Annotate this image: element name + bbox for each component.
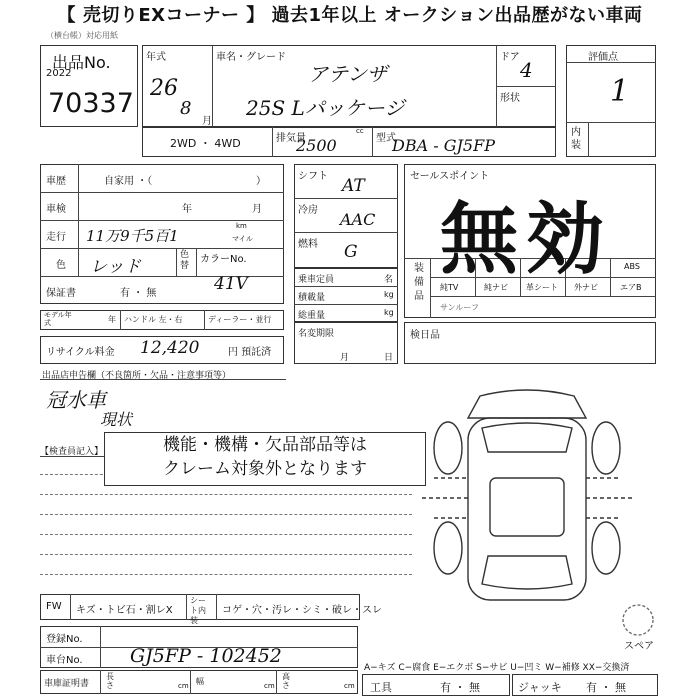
year-label: 年式 [146, 52, 166, 63]
car-name: アテンザ [308, 62, 387, 86]
jack-label: ジャッキ [518, 681, 562, 694]
arrival-label: 検日品 [410, 330, 440, 341]
inspection-label: 車検 [46, 204, 66, 215]
engine-value: 2500 [296, 136, 337, 155]
car-damage-diagram [420, 388, 634, 608]
cert-cm-2: cm [264, 682, 275, 690]
tools-label: 工具 [370, 681, 392, 694]
model-year-label: モデル年式 [44, 311, 72, 327]
cert-cm-3: cm [344, 682, 355, 690]
history-value: 自家用 ・（ [104, 176, 153, 187]
equipment-label: 装備品 [414, 263, 424, 302]
mileage-km: km [236, 222, 247, 230]
claim-notice-line-1: 機能・機構・欠品部品等は [163, 435, 367, 455]
engine-label: 排気量 [276, 133, 306, 144]
chassis-label: 車台No. [46, 655, 83, 666]
ac-value: AAC [340, 210, 376, 229]
model-year-unit: 年 [108, 315, 116, 324]
remarks-line-2: 現状 [100, 410, 133, 429]
ac-label: 冷房 [298, 205, 318, 216]
color-value: レッド [90, 257, 141, 277]
cert-length: 長さ [106, 672, 114, 690]
inspection-year-unit: 年 [182, 204, 192, 215]
drive-text: 2WD ・ 4WD [170, 137, 241, 150]
cert-width: 幅 [196, 677, 204, 686]
handle-text: ハンドル 左・右 [124, 315, 183, 324]
model-label: 型式 [376, 133, 396, 144]
jack-value: 有 ・ 無 [586, 681, 626, 694]
model-value: DBA - GJ5FP [392, 136, 495, 155]
history-label: 車歴 [46, 176, 66, 187]
header-title: 【 売切りEXコーナー 】 過去1年以上 オークション出品歴がない車両 [57, 5, 643, 26]
equipment-item-1: 純TV [440, 283, 459, 292]
interior-label: 内装 [571, 127, 581, 151]
weight-label: 総重量 [298, 311, 326, 321]
score-value: 1 [610, 74, 630, 109]
tools-value: 有 ・ 無 [440, 681, 480, 694]
spare-tire-icon [620, 602, 656, 638]
legend-seat-text: コゲ・穴・汚レ・シミ・破レ・スレ [222, 605, 382, 616]
arrival-box [404, 322, 656, 364]
invalid-stamp [408, 182, 644, 298]
mileage-label: 走行 [46, 232, 66, 243]
shift-value: AT [342, 176, 365, 196]
equipment-abs: ABS [624, 262, 640, 271]
legend-fw: FW [46, 601, 62, 612]
year-era-value: 26 [150, 76, 178, 101]
warranty-label: 保証書 [46, 288, 76, 299]
load-label: 積載量 [298, 293, 326, 303]
shift-label: シフト [298, 171, 328, 182]
car-grade: 25S Lパッケージ [246, 96, 405, 120]
cert-cm-1: cm [178, 682, 189, 690]
lot-year-tag: 2022 [46, 68, 72, 79]
legend-seat: シート内装 [190, 596, 206, 625]
shape-label: 形状 [500, 93, 520, 104]
capacity-unit: 名 [384, 275, 394, 285]
recycle-value: 12,420 [140, 338, 200, 358]
recycle-unit: 円 預託済 [228, 347, 272, 358]
mileage-mile: マイル [232, 235, 253, 243]
equipment-item-4: 外ナビ [574, 283, 598, 292]
color-label: 色 [56, 260, 66, 271]
equipment-item-3: 革シート [526, 283, 558, 292]
color-code-value: 41V [214, 274, 248, 294]
chassis-value: GJ5FP - 102452 [130, 645, 282, 667]
history-close: ） [256, 176, 266, 187]
cert-height: 高さ [282, 672, 290, 690]
color-code-label: カラーNo. [200, 254, 247, 265]
remarks-label: 出品店申告欄（不良箇所・欠品・注意事項等） [42, 371, 232, 381]
recycle-label: リサイクル料金 [46, 347, 115, 358]
warranty-value: 有 ・ 無 [120, 288, 157, 299]
equipment-item-2: 純ナビ [484, 283, 508, 292]
spare-label: スペア [624, 641, 654, 652]
change-day-unit: 日 [384, 353, 394, 363]
sales-point-label: セールスポイント [410, 171, 490, 182]
dealer-text: ディーラー・並行 [208, 315, 272, 324]
car-label: 車名・グレード [216, 52, 286, 63]
equipment-extra: サンルーフ [440, 303, 479, 312]
cert-label: 車庫証明書 [44, 679, 90, 689]
capacity-label: 乗車定員 [298, 275, 335, 285]
claim-notice-line-2: クレーム対象外となります [163, 459, 367, 479]
color-change-label: 色替 [180, 250, 190, 271]
inspector-label: 【検査員記入】 [40, 447, 104, 457]
score-label: 評価点 [588, 52, 618, 63]
registration-label: 登録No. [46, 634, 83, 645]
doors-value: 4 [520, 58, 533, 82]
doors-label: ドア [500, 52, 520, 63]
year-month-unit: 月 [202, 116, 212, 127]
inspection-month-unit: 月 [252, 204, 262, 215]
damage-codes: A−キズ C−腐食 E−エクボ S−サビ U−凹ミ W−補修 XX−交換済 [364, 663, 630, 673]
load-unit: kg [384, 290, 394, 299]
equipment-item-5: エアB [620, 283, 642, 292]
weight-unit: kg [384, 308, 394, 317]
claim-notice [104, 432, 426, 486]
legend-fw-text: キズ・トビ石・割レX [76, 605, 173, 616]
top-note: （横台帳）対応用紙 [46, 31, 118, 40]
year-month-value: 8 [180, 98, 192, 119]
fuel-label: 燃料 [298, 239, 318, 250]
lot-number: 70337 [48, 88, 134, 119]
change-label: 名変期限 [298, 329, 335, 339]
invalid-stamp-text: 無効 [439, 195, 612, 285]
mileage-value: 11万9千5百1 [86, 227, 179, 245]
fuel-value: G [344, 242, 358, 262]
engine-unit: cc [356, 127, 364, 135]
remarks-line-1: 冠水車 [46, 388, 106, 412]
lot-label: 出品No. [52, 53, 111, 72]
change-month-unit: 月 [340, 353, 350, 363]
